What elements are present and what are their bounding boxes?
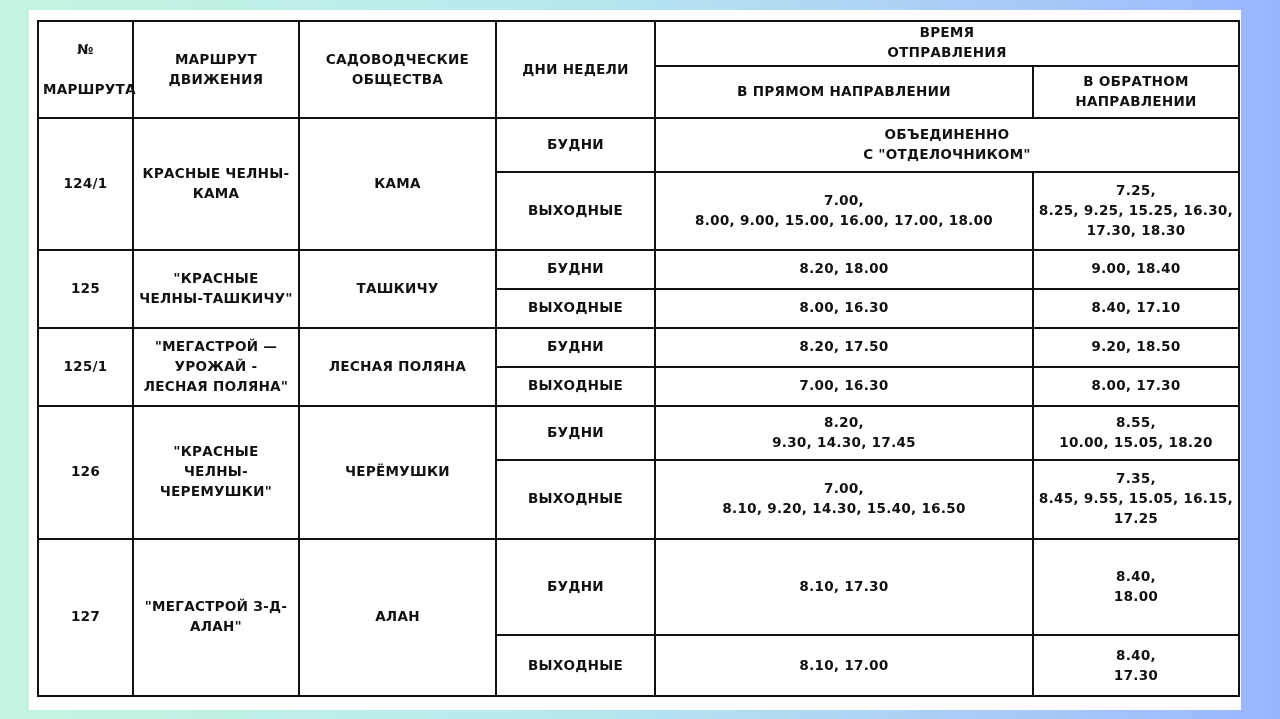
day-type: ВЫХОДНЫЕ xyxy=(496,172,655,250)
day-type: БУДНИ xyxy=(496,328,655,367)
route-name: КРАСНЫЕ ЧЕЛНЫ- КАМА xyxy=(133,118,299,250)
bus-schedule-table xyxy=(37,20,1240,697)
route-name: "КРАСНЫЕ ЧЕЛНЫ- ЧЕРЕМУШКИ" xyxy=(133,406,299,539)
society-name: ЛЕСНАЯ ПОЛЯНА xyxy=(299,328,496,406)
merged-note: ОБЪЕДИНЕННО С "ОТДЕЛОЧНИКОМ" xyxy=(655,118,1239,172)
route-number: 124/1 xyxy=(38,118,133,250)
header-row-1 xyxy=(38,21,1239,66)
header-route-number: № МАРШРУТА xyxy=(38,21,133,118)
society-name: АЛАН xyxy=(299,539,496,696)
header-society: САДОВОДЧЕСКИЕ ОБЩЕСТВА xyxy=(299,21,496,118)
society-name: КАМА xyxy=(299,118,496,250)
backward-times: 8.55, 10.00, 15.05, 18.20 xyxy=(1033,406,1239,460)
backward-times: 9.20, 18.50 xyxy=(1033,328,1239,367)
backward-times: 7.35, 8.45, 9.55, 15.05, 16.15, 17.25 xyxy=(1033,460,1239,539)
day-type: БУДНИ xyxy=(496,539,655,635)
route-name: "МЕГАСТРОЙ З-Д- АЛАН" xyxy=(133,539,299,696)
forward-times: 7.00, 8.00, 9.00, 15.00, 16.00, 17.00, 18.00 xyxy=(655,172,1033,250)
society-name: ЧЕРЁМУШКИ xyxy=(299,406,496,539)
table-row xyxy=(38,539,1239,635)
backward-times: 8.00, 17.30 xyxy=(1033,367,1239,407)
table-row xyxy=(38,118,1239,172)
forward-times: 8.20, 9.30, 14.30, 17.45 xyxy=(655,406,1033,460)
forward-times: 8.20, 18.00 xyxy=(655,250,1033,289)
header-backward-direction: В ОБРАТНОМ НАПРАВЛЕНИИ xyxy=(1033,66,1239,119)
route-number: 126 xyxy=(38,406,133,539)
schedule-sheet xyxy=(29,10,1241,710)
header-departure-time: ВРЕМЯ ОТПРАВЛЕНИЯ xyxy=(655,21,1239,66)
route-number: 127 xyxy=(38,539,133,696)
forward-times: 8.10, 17.30 xyxy=(655,539,1033,635)
forward-times: 8.20, 17.50 xyxy=(655,328,1033,367)
day-type: БУДНИ xyxy=(496,250,655,289)
table-row xyxy=(38,406,1239,460)
route-name: "КРАСНЫЕ ЧЕЛНЫ-ТАШКИЧУ" xyxy=(133,250,299,328)
route-name: "МЕГАСТРОЙ — УРОЖАЙ - ЛЕСНАЯ ПОЛЯНА" xyxy=(133,328,299,406)
forward-times: 7.00, 16.30 xyxy=(655,367,1033,407)
backward-times: 8.40, 17.30 xyxy=(1033,635,1239,696)
table-row xyxy=(38,250,1239,289)
day-type: ВЫХОДНЫЕ xyxy=(496,367,655,407)
header-days: ДНИ НЕДЕЛИ xyxy=(496,21,655,118)
day-type: ВЫХОДНЫЕ xyxy=(496,635,655,696)
forward-times: 8.00, 16.30 xyxy=(655,289,1033,329)
backward-times: 9.00, 18.40 xyxy=(1033,250,1239,289)
header-forward-direction: В ПРЯМОМ НАПРАВЛЕНИИ xyxy=(655,66,1033,119)
day-type: БУДНИ xyxy=(496,118,655,172)
backward-times: 8.40, 18.00 xyxy=(1033,539,1239,635)
day-type: БУДНИ xyxy=(496,406,655,460)
route-number: 125 xyxy=(38,250,133,328)
society-name: ТАШКИЧУ xyxy=(299,250,496,328)
backward-times: 8.40, 17.10 xyxy=(1033,289,1239,329)
day-type: ВЫХОДНЫЕ xyxy=(496,289,655,329)
backward-times: 7.25, 8.25, 9.25, 15.25, 16.30, 17.30, 18.30 xyxy=(1033,172,1239,250)
header-route: МАРШРУТ ДВИЖЕНИЯ xyxy=(133,21,299,118)
table-row xyxy=(38,328,1239,367)
day-type: ВЫХОДНЫЕ xyxy=(496,460,655,539)
forward-times: 8.10, 17.00 xyxy=(655,635,1033,696)
forward-times: 7.00, 8.10, 9.20, 14.30, 15.40, 16.50 xyxy=(655,460,1033,539)
route-number: 125/1 xyxy=(38,328,133,406)
